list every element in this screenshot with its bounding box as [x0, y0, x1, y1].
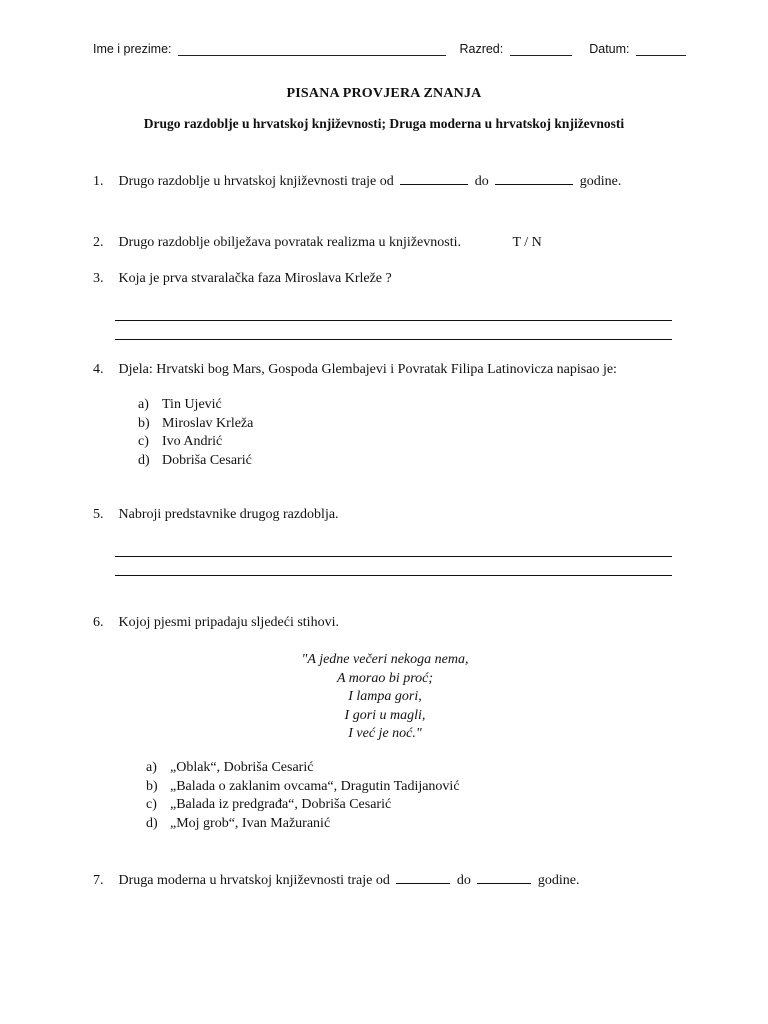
option-a[interactable]: a) „Oblak“, Dobriša Cesarić [146, 760, 314, 775]
question-5 [93, 507, 339, 523]
question-text: Drugo razdoblje u hrvatskoj književnosti traje od [118, 174, 394, 189]
question-7 [93, 870, 579, 889]
question-1 [93, 171, 621, 190]
answer-blank-from[interactable] [396, 870, 450, 884]
poem-line: A morao bi proć; [336, 670, 434, 686]
question-number: 3. [93, 271, 104, 286]
question-number: 7. [93, 873, 104, 888]
class-label: Razred: [459, 42, 504, 56]
question-number: 4. [93, 362, 104, 377]
date-label: Datum: [589, 42, 630, 56]
question-number: 6. [93, 615, 104, 630]
answer-blank-to[interactable] [495, 171, 573, 185]
question-text: Koja je prva stvaralačka faza Miroslava Krleže ? [118, 271, 392, 286]
class-field[interactable] [510, 43, 572, 56]
question-text: Nabroji predstavnike drugog razdoblja. [118, 507, 339, 522]
option-b[interactable]: b) Miroslav Krleža [138, 415, 254, 431]
answer-line[interactable] [115, 339, 672, 340]
option-d[interactable]: d) Dobriša Cesarić [138, 452, 252, 468]
poem-excerpt [240, 651, 530, 744]
date-field[interactable] [636, 43, 686, 56]
question-3 [93, 271, 392, 287]
answer-line[interactable] [115, 575, 672, 576]
question-number: 2. [93, 235, 104, 250]
student-info-header [93, 42, 678, 56]
true-false-choice[interactable]: T / N [512, 235, 542, 250]
question-text: Kojoj pjesmi pripadaju sljedeći stihovi. [118, 615, 339, 630]
answer-line[interactable] [115, 320, 672, 321]
answer-line[interactable] [115, 556, 672, 557]
option-c[interactable]: c) „Balada iz predgrađa“, Dobriša Cesarić [146, 797, 392, 812]
answer-blank-to[interactable] [477, 870, 531, 884]
page-title: PISANA PROVJERA ZNANJA [286, 86, 482, 101]
question-text: Druga moderna u hrvatskoj književnosti traje od [118, 873, 390, 888]
option-d[interactable]: d) „Moj grob“, Ivan Mažuranić [146, 815, 331, 831]
option-b[interactable]: b) „Balada o zaklanim ovcama“, Dragutin Tadijanović [146, 778, 460, 794]
question-4 [93, 362, 617, 378]
option-a[interactable]: a) Tin Ujević [138, 397, 222, 412]
name-field[interactable] [178, 43, 446, 56]
question-text-end: godine. [579, 174, 622, 189]
poem-line: I lampa gori, [348, 689, 422, 704]
poem-line: I gori u magli, [344, 707, 426, 723]
question-text-to: do [456, 873, 471, 888]
answer-options-q6 [146, 760, 460, 834]
question-number: 1. [93, 174, 104, 189]
poem-line: "A jedne večeri nekoga nema, [301, 652, 469, 667]
name-label: Ime i prezime: [93, 42, 172, 56]
question-6 [93, 615, 339, 631]
page-subtitle: Drugo razdoblje u hrvatskoj književnosti; Druga moderna u hrvatskoj književnosti [143, 116, 625, 131]
question-2 [93, 235, 542, 251]
answer-blank-from[interactable] [400, 171, 468, 185]
answer-options-q4 [138, 397, 253, 471]
question-text: Drugo razdoblje obilježava povratak realizma u književnosti. [118, 235, 461, 250]
question-text: Djela: Hrvatski bog Mars, Gospoda Glembajevi i Povratak Filipa Latinovicza napisao je: [118, 362, 617, 377]
question-number: 5. [93, 507, 104, 522]
question-text-end: godine. [537, 873, 580, 888]
poem-line: I već je noć." [348, 726, 422, 741]
option-c[interactable]: c) Ivo Andrić [138, 434, 223, 449]
question-text-to: do [474, 174, 489, 189]
